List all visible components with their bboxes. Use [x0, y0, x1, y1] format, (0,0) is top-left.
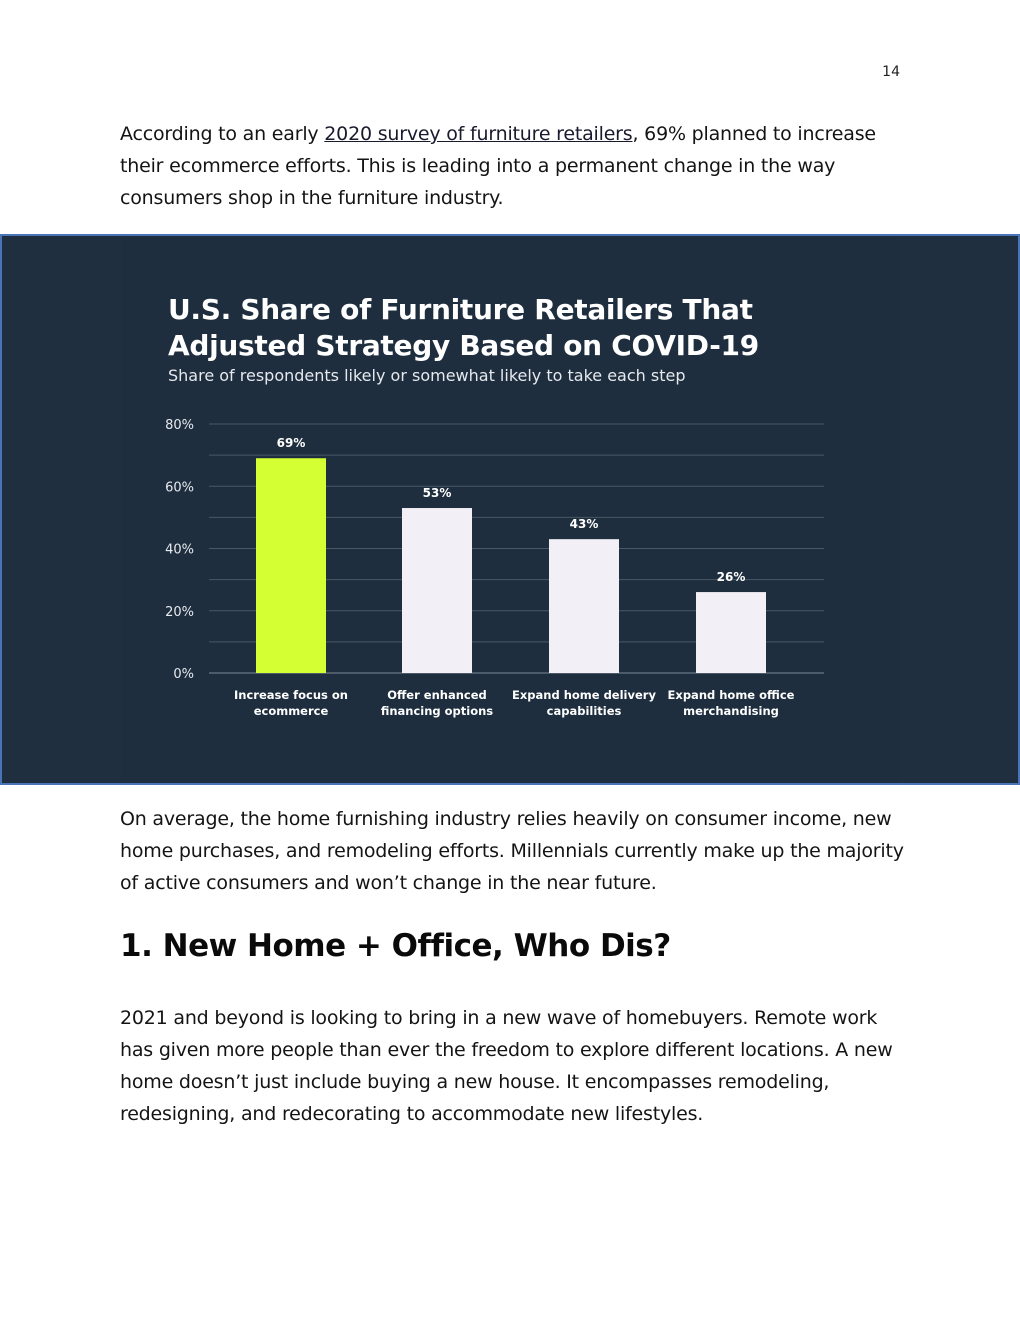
bar-value-label: 69%: [276, 436, 306, 451]
chart-title: U.S. Share of Furniture Retailers That Adjusted Strategy Based on COVID-19: [168, 293, 759, 362]
section-heading: 1. New Home + Office, Who Dis?: [120, 928, 671, 964]
bar: [696, 592, 766, 673]
y-tick-label: 60%: [165, 480, 194, 496]
body-paragraph: On average, the home furnishing industry relies heavily on consumer income, new home purchases, and remodeling efforts. Millennials currently make up the majority of active consumers and won’t change in the near future.: [120, 808, 904, 894]
x-category-label: Offer enhanced: [387, 688, 487, 702]
bar: [256, 458, 326, 673]
section-paragraph: 2021 and beyond is looking to bring in a new wave of homebuyers. Remote work has given more people than ever the freedom to explore different locations. A new home doesn’t just include buying a new house. It encompasses remodeling, redesigning, and redecorating to accommodate new lifestyles.: [120, 1007, 893, 1125]
intro-text-end: , 69% planned to increase their ecommerce efforts. This is leading into a permanent change in the way consumers shop in the furniture industry.: [120, 123, 876, 209]
bar-value-label: 26%: [716, 570, 746, 585]
y-tick-label: 40%: [165, 542, 194, 558]
y-tick-label: 20%: [165, 604, 194, 620]
x-category-label: financing options: [380, 704, 494, 718]
y-tick-label: 80%: [165, 418, 194, 433]
y-tick-label: 0%: [173, 667, 194, 682]
survey-link[interactable]: 2020 survey of furniture retailers: [324, 123, 633, 145]
chart-subtitle: Share of respondents likely or somewhat likely to take each step: [168, 366, 686, 385]
bar: [402, 508, 472, 673]
bar-value-label: 43%: [569, 517, 599, 532]
x-category-label: Expand home delivery: [512, 688, 656, 702]
x-category-label: ecommerce: [253, 704, 329, 718]
intro-text-start: According to an early: [120, 123, 325, 145]
x-category-label: capabilities: [546, 704, 622, 718]
page-number: 14: [882, 64, 900, 80]
x-category-label: Increase focus on: [233, 688, 349, 702]
bar: [549, 539, 619, 673]
x-category-label: Expand home office: [667, 688, 795, 702]
x-category-label: merchandising: [683, 704, 779, 718]
bar-value-label: 53%: [422, 486, 452, 501]
